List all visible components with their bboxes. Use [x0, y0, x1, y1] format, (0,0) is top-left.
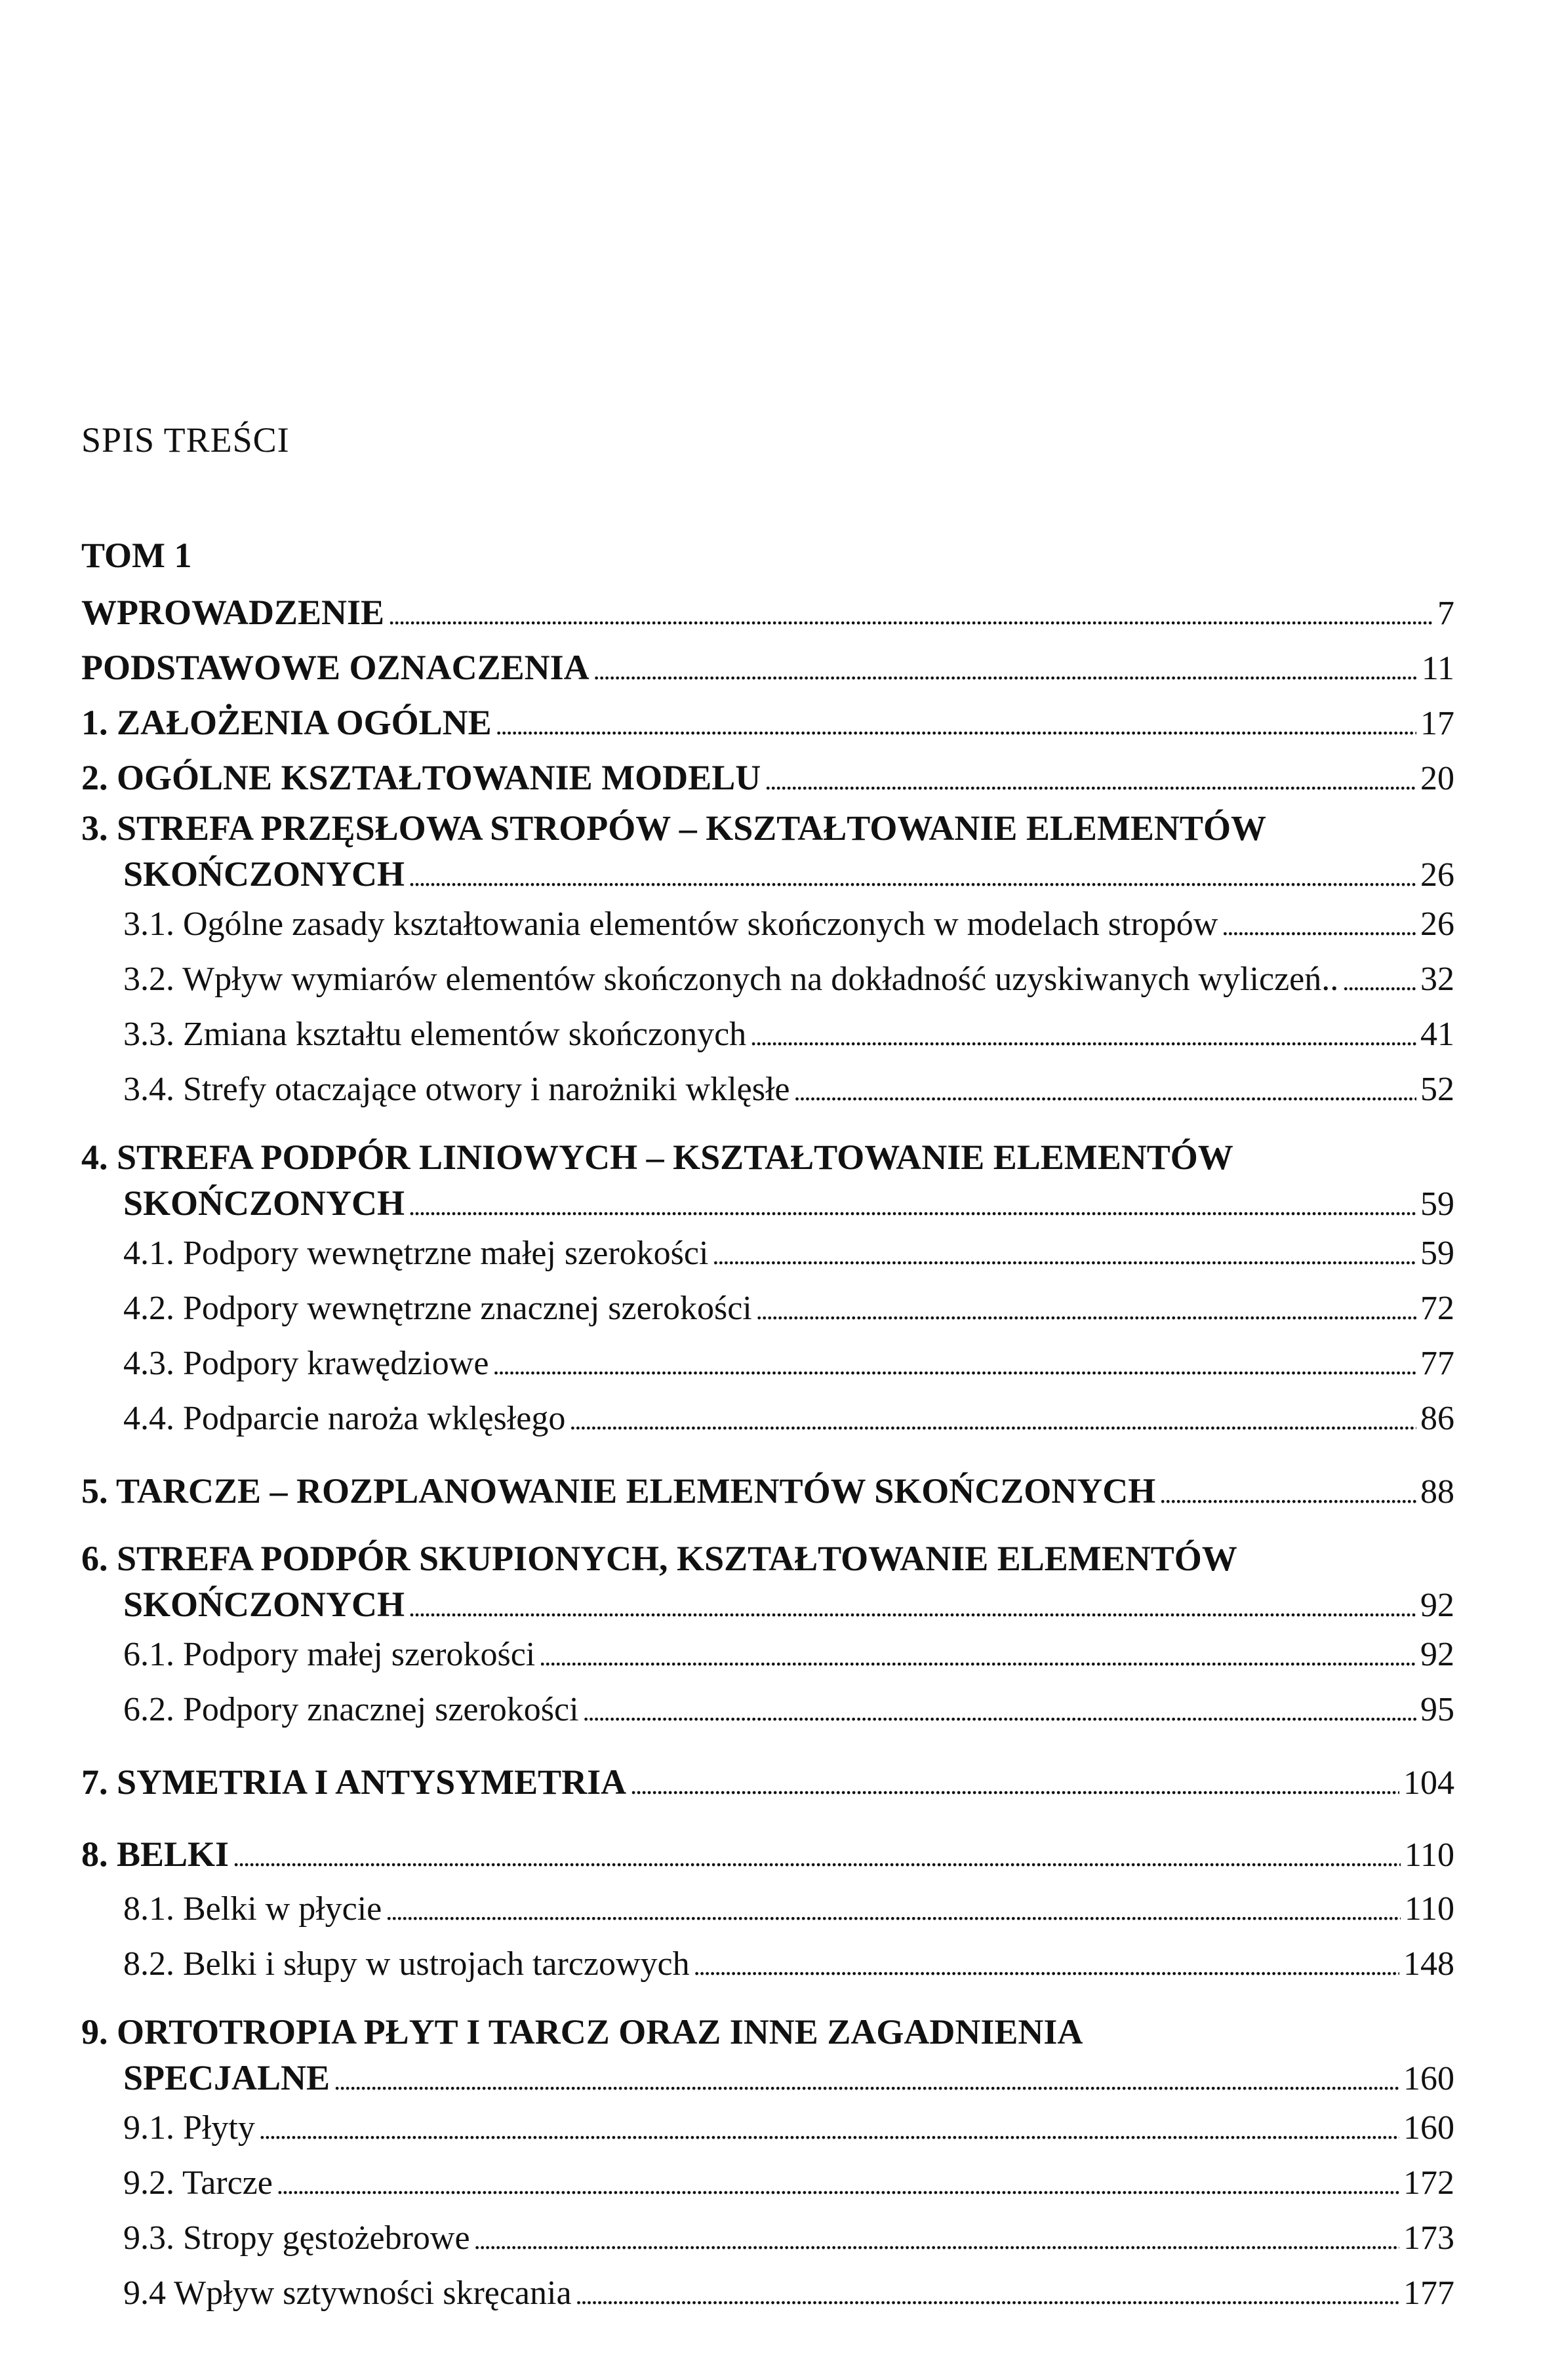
toc-subentry: [81, 1226, 1454, 1281]
toc-entry: [81, 1755, 1454, 1810]
toc-entry: [81, 1827, 1454, 1882]
toc-entry-page: 52: [1420, 1071, 1454, 1108]
toc-entry-label-line1: 9. ORTOTROPIA PŁYT I TARCZ ORAZ INNE ZAGADNIENIA: [81, 2012, 1083, 2052]
page-title: SPIS TREŚCI: [81, 420, 290, 460]
toc-entry-label: WPROWADZENIE: [81, 593, 385, 632]
toc-entry-label: 3.3. Zmiana kształtu elementów skończonych: [123, 1016, 747, 1053]
toc-entry: [81, 1463, 1454, 1518]
toc-entry-label: 1. ZAŁOŻENIA OGÓLNE: [81, 703, 492, 742]
toc-entry-label: 6.2. Podpory znacznej szerokości: [123, 1691, 579, 1728]
toc-entry-page: 88: [1420, 1473, 1454, 1511]
toc-entry-page: 20: [1420, 760, 1454, 797]
toc-subentry: [81, 1336, 1454, 1391]
toc-entry-page: 110: [1404, 1836, 1454, 1874]
toc-entry-page: 77: [1420, 1345, 1454, 1382]
toc-entry: [81, 805, 1454, 897]
toc-subentry: [81, 2156, 1454, 2211]
toc-entry-label: 9.2. Tarcze: [123, 2164, 273, 2202]
toc-entry-label: 3.4. Strefy otaczające otwory i narożniki wklęsłe: [123, 1071, 790, 1108]
toc-subentry: [81, 1391, 1454, 1446]
toc-entry-page: 72: [1420, 1290, 1454, 1327]
toc-subentry: [81, 1281, 1454, 1336]
toc-entry-page: 59: [1420, 1235, 1454, 1272]
toc-entry-page: 17: [1420, 705, 1454, 742]
toc-subentry: [81, 2211, 1454, 2266]
toc-entry-page: 7: [1437, 595, 1454, 632]
toc-entry-page: 104: [1403, 1764, 1454, 1802]
toc-entry-label: SPECJALNE: [123, 2058, 330, 2097]
toc-entry: [81, 695, 1454, 750]
volume-label: TOM 1: [81, 536, 192, 575]
toc-entry-label: 8.2. Belki i słupy w ustrojach tarczowych: [123, 1945, 690, 1983]
toc-entry: [81, 1536, 1454, 1627]
toc-entry-label: 3.2. Wpływ wymiarów elementów skończonych na dokładność uzyskiwanych wyliczeń..: [123, 961, 1339, 998]
toc-entry: [81, 1134, 1454, 1226]
toc-entry-page: 92: [1420, 1636, 1454, 1673]
toc-subentry: [81, 1682, 1454, 1737]
toc-entry-label: 2. OGÓLNE KSZTAŁTOWANIE MODELU: [81, 758, 761, 797]
toc-subentry: [81, 1062, 1454, 1117]
toc-subentry: [81, 952, 1454, 1007]
table-of-contents: [81, 585, 1454, 2321]
toc-entry-page: 173: [1403, 2219, 1454, 2257]
toc-entry-page: 148: [1403, 1945, 1454, 1983]
toc-entry-label: 8.1. Belki w płycie: [123, 1890, 382, 1928]
toc-entry-page: 41: [1420, 1016, 1454, 1053]
toc-entry-label: SKOŃCZONYCH: [123, 1183, 405, 1223]
toc-entry-label: 7. SYMETRIA I ANTYSYMETRIA: [81, 1762, 627, 1802]
toc-entry-label-line1: 6. STREFA PODPÓR SKUPIONYCH, KSZTAŁTOWANIE ELEMENTÓW: [81, 1539, 1237, 1578]
toc-entry-page: 177: [1403, 2274, 1454, 2312]
toc-subentry: [81, 1627, 1454, 1682]
toc-subentry: [81, 2101, 1454, 2156]
toc-entry-page: 160: [1403, 2060, 1454, 2097]
toc-entry-page: 26: [1420, 856, 1454, 894]
toc-entry-label: 4.1. Podpory wewnętrzne małej szerokości: [123, 1235, 709, 1272]
toc-entry-label: 8. BELKI: [81, 1835, 230, 1874]
toc-entry-label: 9.4 Wpływ sztywności skręcania: [123, 2274, 572, 2312]
toc-subentry: [81, 1882, 1454, 1937]
toc-subentry: [81, 1937, 1454, 1992]
toc-entry: [81, 640, 1454, 695]
toc-subentry: [81, 2266, 1454, 2321]
toc-entry-label-line1: 3. STREFA PRZĘSŁOWA STROPÓW – KSZTAŁTOWANIE ELEMENTÓW: [81, 808, 1266, 848]
toc-entry-label: SKOŃCZONYCH: [123, 1585, 405, 1624]
toc-entry-page: 11: [1421, 650, 1454, 687]
toc-entry-label: 6.1. Podpory małej szerokości: [123, 1636, 536, 1673]
toc-entry-label: SKOŃCZONYCH: [123, 854, 405, 894]
toc-entry-label: 3.1. Ogólne zasady kształtowania elementów skończonych w modelach stropów: [123, 905, 1218, 943]
toc-entry-page: 110: [1404, 1890, 1454, 1928]
toc-entry-label: 9.1. Płyty: [123, 2109, 255, 2147]
toc-subentry: [81, 897, 1454, 952]
toc-entry: [81, 2009, 1454, 2101]
toc-entry-label: 4.4. Podparcie naroża wklęsłego: [123, 1400, 566, 1437]
toc-entry-page: 32: [1420, 961, 1454, 998]
toc-entry-page: 172: [1403, 2164, 1454, 2202]
toc-entry-label: 4.3. Podpory krawędziowe: [123, 1345, 489, 1382]
toc-entry-page: 95: [1420, 1691, 1454, 1728]
toc-entry-page: 86: [1420, 1400, 1454, 1437]
toc-entry-label: PODSTAWOWE OZNACZENIA: [81, 648, 590, 687]
toc-entry-page: 26: [1420, 905, 1454, 943]
toc-entry-label-line1: 4. STREFA PODPÓR LINIOWYCH – KSZTAŁTOWANIE ELEMENTÓW: [81, 1138, 1233, 1177]
toc-entry: [81, 585, 1454, 640]
toc-entry-page: 92: [1420, 1587, 1454, 1624]
toc-entry-page: 59: [1420, 1185, 1454, 1223]
toc-subentry: [81, 1007, 1454, 1062]
toc-entry-label: 5. TARCZE – ROZPLANOWANIE ELEMENTÓW SKOŃCZONYCH: [81, 1471, 1156, 1511]
toc-entry-label: 4.2. Podpory wewnętrzne znacznej szerokości: [123, 1290, 752, 1327]
toc-entry-label: 9.3. Stropy gęstożebrowe: [123, 2219, 470, 2257]
toc-entry-page: 160: [1403, 2109, 1454, 2147]
toc-entry: [81, 750, 1454, 805]
